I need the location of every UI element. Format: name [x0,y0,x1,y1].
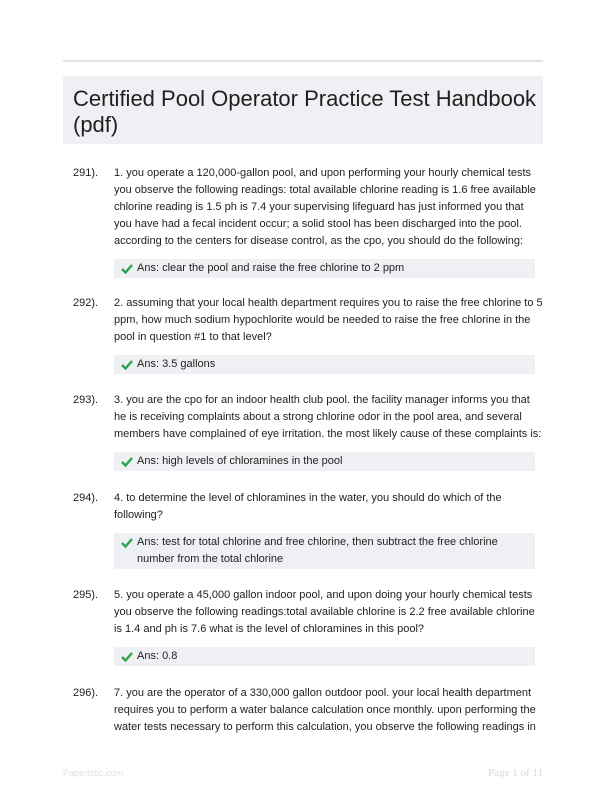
answer-box [114,647,535,666]
check-icon [121,453,133,470]
top-divider [63,60,543,62]
check-icon [121,648,133,665]
question-number: 291). [73,167,99,179]
question-number: 294). [73,492,99,504]
page-indicator: Page 1 of 11 [488,767,543,779]
answer-text: Ans: 0.8 [137,650,178,662]
answer-box [114,259,535,278]
question-item [63,685,543,736]
check-icon [121,260,133,277]
answer-box [114,355,535,374]
question-item [63,490,543,569]
question-number: 292). [73,297,99,309]
check-icon [121,356,133,373]
question-text: 3. you are the cpo for an indoor health club pool. the facility manager informs you that he is receiving complaints about a strong chlorine odor in the pool area, and several members have complained of eye irritation. the most likely cause of these complaints is: [114,394,542,440]
title-banner [63,76,543,144]
question-text: 1. you operate a 120,000-gallon pool, and upon performing your hourly chemical tests you observe the following readings: total available chlorine reading is 1.6 free available chlorine reading is 1.5 ph is 7.4 your supervising lifeguard has just informed you that you have had a fecal incident occur; a solid stool has been discharged into the pool. according to the centers for disease control, as the cpo, you should do the following: [114,167,536,247]
question-item [63,587,543,666]
answer-text: Ans: high levels of chloramines in the pool [137,455,343,467]
answer-text: Ans: clear the pool and raise the free chlorine to 2 ppm [137,262,405,274]
question-item [63,295,543,374]
question-item [63,392,543,471]
page-title: Certified Pool Operator Practice Test Handbook (pdf) [73,86,537,137]
footer-watermark: Paperbttic.com [63,768,124,778]
check-icon [121,534,133,551]
question-text: 2. assuming that your local health department requires you to raise the free chlorine to 5 ppm, how much sodium hypochlorite would be needed to raise the free chlorine in the pool in question #1 to that level? [114,297,543,343]
question-text: 7. you are the operator of a 330,000 gallon outdoor pool. your local health department requires you to perform a water balance calculation once monthly. upon performing the water tests necessary to perform this calculation, you observe the following readings in [114,687,536,733]
question-number: 295). [73,589,99,601]
answer-box [114,452,535,471]
question-number: 296). [73,687,99,699]
question-text: 4. to determine the level of chloramines in the water, you should do which of the following? [114,492,502,521]
question-item [63,165,543,278]
answer-text: Ans: 3.5 gallons [137,358,216,370]
question-number: 293). [73,394,99,406]
answer-box [114,533,535,569]
answer-text: Ans: test for total chlorine and free chlorine, then subtract the free chlorine number from the total chlorine [137,536,498,565]
question-text: 5. you operate a 45,000 gallon indoor pool, and upon doing your hourly chemical tests you observe the following readings:total available chlorine is 2.2 free available chlorine is 1.4 and ph is 7.6 what is the level of chloramines in this pool? [114,589,535,635]
